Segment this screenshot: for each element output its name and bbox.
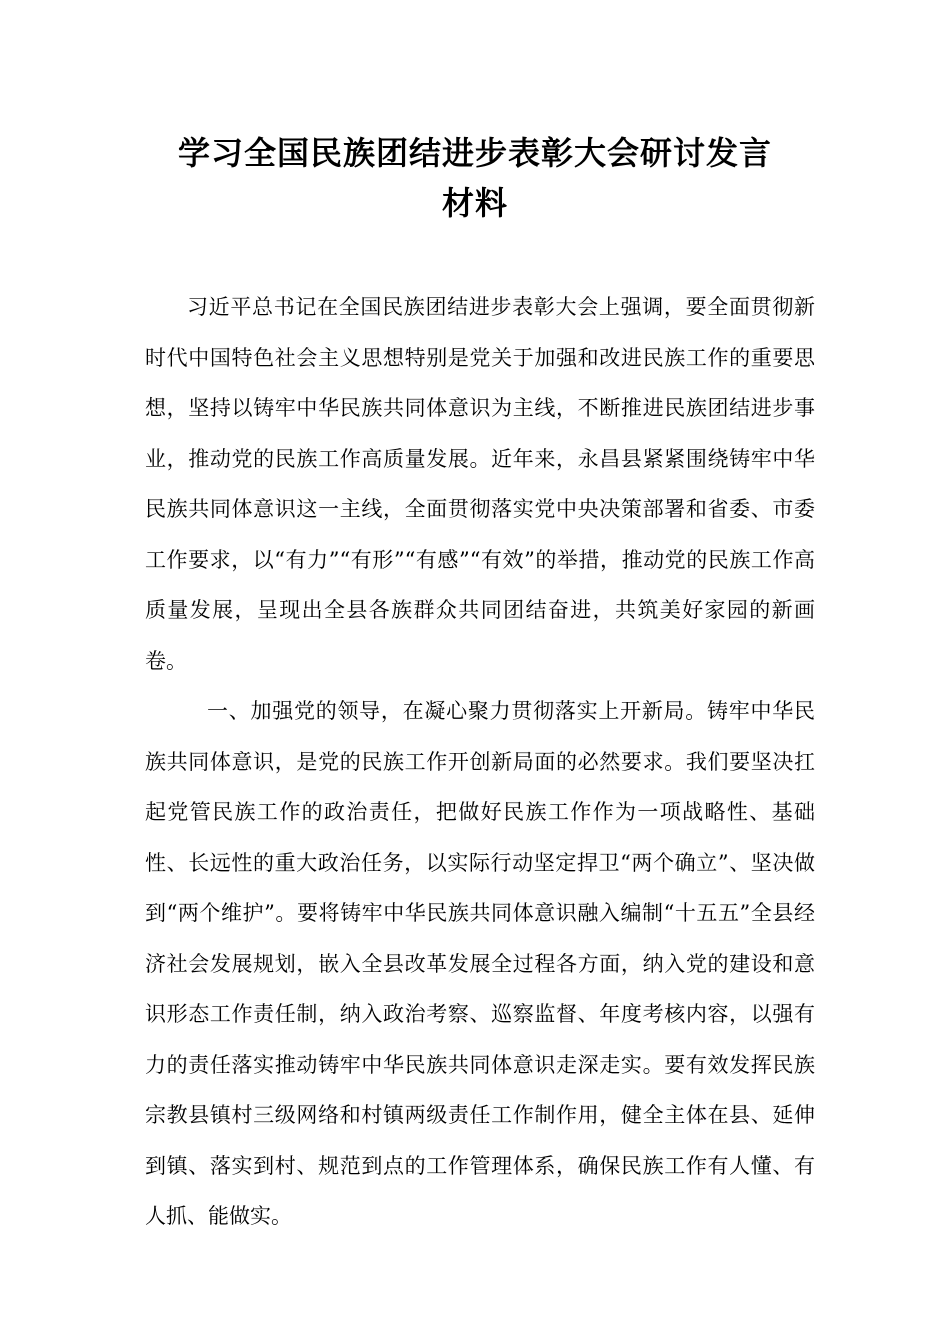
title-line-2: 材料	[441, 184, 508, 222]
document-body	[145, 282, 815, 1242]
paragraph-intro: 习近平总书记在全国民族团结进步表彰大会上强调，要全面贯彻新时代中国特色社会主义思想特别是党关于加强和改进民族工作的重要思想，坚持以铸牢中华民族共同体意识为主线，不断推进民族团结进步事业，推动党的民族工作高质量发展。近年来，永昌县紧紧围绕铸牢中华民族共同体意识这一主线，全面贯彻落实党中央决策部署和省委、市委工作要求，以“有力”“有形”“有感”“有效”的举措，推动党的民族工作高质量发展，呈现出全县各族群众共同团结奋进，共筑美好家园的新画卷。	[145, 295, 815, 673]
paragraph-section-1: 一、加强党的领导，在凝心聚力贯彻落实上开新局。铸牢中华民族共同体意识，是党的民族工作开创新局面的必然要求。我们要坚决扛起党管民族工作的政治责任，把做好民族工作作为一项战略性、基础性、长远性的重大政治任务，以实际行动坚定捍卫“两个确立”、坚决做到“两个维护”。要将铸牢中华民族共同体意识融入编制“十五五”全县经济社会发展规划，嵌入全县改革发展全过程各方面，纳入党的建设和意识形态工作责任制，纳入政治考察、巡察监督、年度考核内容，以强有力的责任落实推动铸牢中华民族共同体意识走深走实。要有效发挥民族宗教县镇村三级网络和村镇两级责任工作制作用，健全主体在县、延伸到镇、落实到村、规范到点的工作管理体系，确保民族工作有人懂、有人抓、能做实。	[145, 699, 815, 1228]
title-line-1: 学习全国民族团结进步表彰大会研讨发言	[177, 134, 772, 172]
document-title	[120, 128, 830, 228]
